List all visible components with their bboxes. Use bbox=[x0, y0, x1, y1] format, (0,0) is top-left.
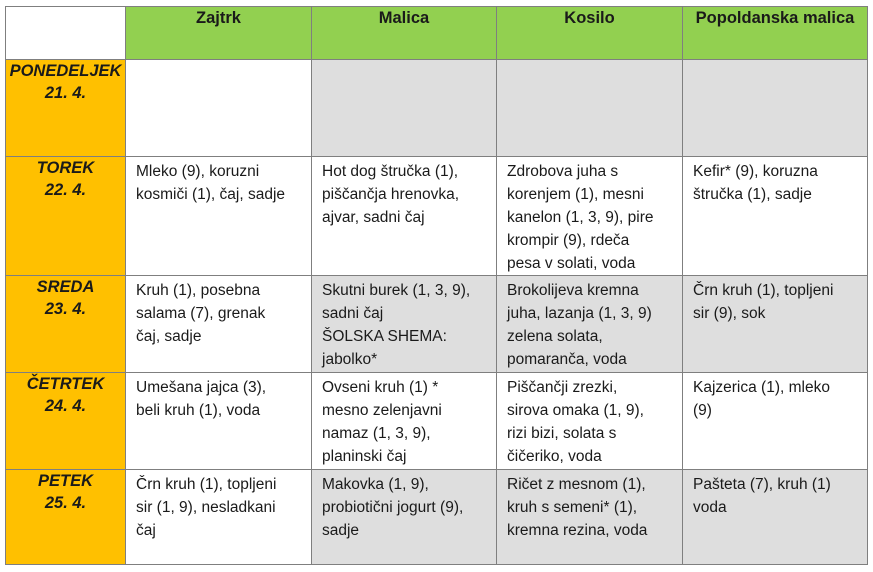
day-date: 21. 4. bbox=[44, 84, 87, 102]
cell-kosilo bbox=[497, 60, 683, 157]
day-date: 24. 4. bbox=[44, 397, 87, 415]
day-cell bbox=[6, 60, 126, 157]
day-name: PETEK bbox=[37, 472, 93, 490]
cell-malica bbox=[312, 157, 497, 276]
meal-text: Črn kruh (1), topljeni sir (9), sok bbox=[693, 282, 834, 322]
day-date: 25. 4. bbox=[44, 494, 87, 512]
meal-text bbox=[126, 60, 311, 63]
header-malica: Malica bbox=[312, 7, 497, 60]
cell-malica bbox=[312, 276, 497, 373]
cell-kosilo bbox=[497, 373, 683, 470]
day-date: 22. 4. bbox=[44, 181, 87, 199]
cell-malica bbox=[312, 470, 497, 565]
meal-text: Črn kruh (1), topljeni sir (1, 9), nesladkani čaj bbox=[136, 476, 277, 539]
meal-text: Ovseni kruh (1) * mesno zelenjavni namaz (1, 3, 9), planinski čaj bbox=[322, 379, 442, 465]
meal-text: Umešana jajca (3), beli kruh (1), voda bbox=[136, 379, 267, 419]
cell-popoldanska bbox=[683, 373, 868, 470]
day-date: 23. 4. bbox=[44, 300, 87, 318]
day-name: SREDA bbox=[36, 278, 95, 296]
cell-zajtrk bbox=[126, 276, 312, 373]
cell-zajtrk bbox=[126, 60, 312, 157]
day-cell bbox=[6, 373, 126, 470]
cell-zajtrk bbox=[126, 373, 312, 470]
table-row bbox=[6, 373, 868, 470]
meal-text: Mleko (9), koruzni kosmiči (1), čaj, sadje bbox=[136, 163, 286, 203]
meal-text: Skutni burek (1, 3, 9), sadni čaj ŠOLSKA SHEMA: jabolko* bbox=[322, 282, 471, 368]
weekly-menu-table bbox=[5, 6, 868, 565]
cell-zajtrk bbox=[126, 470, 312, 565]
cell-kosilo bbox=[497, 276, 683, 373]
meal-text: Makovka (1, 9), probiotični jogurt (9), sadje bbox=[322, 476, 464, 539]
table-row bbox=[6, 60, 868, 157]
day-cell bbox=[6, 276, 126, 373]
meal-text: Piščančji zrezki, sirova omaka (1, 9), rizi bizi, solata s čičeriko, voda bbox=[507, 379, 644, 465]
meal-text: Hot dog štručka (1), piščančja hrenovka, ajvar, sadni čaj bbox=[322, 163, 459, 226]
meal-text: Kajzerica (1), mleko (9) bbox=[693, 379, 830, 419]
meal-text: Kruh (1), posebna salama (7), grenak čaj, sadje bbox=[136, 282, 266, 345]
day-name: ČETRTEK bbox=[26, 375, 105, 393]
meal-text bbox=[312, 60, 496, 63]
cell-kosilo bbox=[497, 157, 683, 276]
meal-text: Pašteta (7), kruh (1) voda bbox=[693, 476, 831, 516]
table-row bbox=[6, 276, 868, 373]
meal-text: Kefir* (9), koruzna štručka (1), sadje bbox=[693, 163, 818, 203]
meal-text: Zdrobova juha s korenjem (1), mesni kanelon (1, 3, 9), pire krompir (9), rdeča pesa v solati, voda bbox=[507, 163, 654, 272]
cell-popoldanska bbox=[683, 157, 868, 276]
meal-text: Ričet z mesnom (1), kruh s semeni* (1), kremna rezina, voda bbox=[507, 476, 648, 539]
cell-popoldanska bbox=[683, 60, 868, 157]
meal-text bbox=[683, 60, 867, 63]
table-row bbox=[6, 157, 868, 276]
header-row bbox=[6, 7, 868, 60]
meal-text bbox=[497, 60, 682, 63]
day-cell bbox=[6, 470, 126, 565]
cell-kosilo bbox=[497, 470, 683, 565]
cell-malica bbox=[312, 373, 497, 470]
cell-malica bbox=[312, 60, 497, 157]
day-name: PONEDELJEK bbox=[9, 62, 122, 80]
cell-zajtrk bbox=[126, 157, 312, 276]
header-popoldanska-malica: Popoldanska malica bbox=[683, 7, 868, 60]
day-cell bbox=[6, 157, 126, 276]
day-name: TOREK bbox=[36, 159, 95, 177]
table-row bbox=[6, 470, 868, 565]
header-kosilo: Kosilo bbox=[497, 7, 683, 60]
cell-popoldanska bbox=[683, 276, 868, 373]
meal-text: Brokolijeva kremna juha, lazanja (1, 3, 9) zelena solata, pomaranča, voda bbox=[507, 282, 652, 368]
cell-popoldanska bbox=[683, 470, 868, 565]
corner-cell bbox=[6, 7, 126, 60]
header-zajtrk: Zajtrk bbox=[126, 7, 312, 60]
